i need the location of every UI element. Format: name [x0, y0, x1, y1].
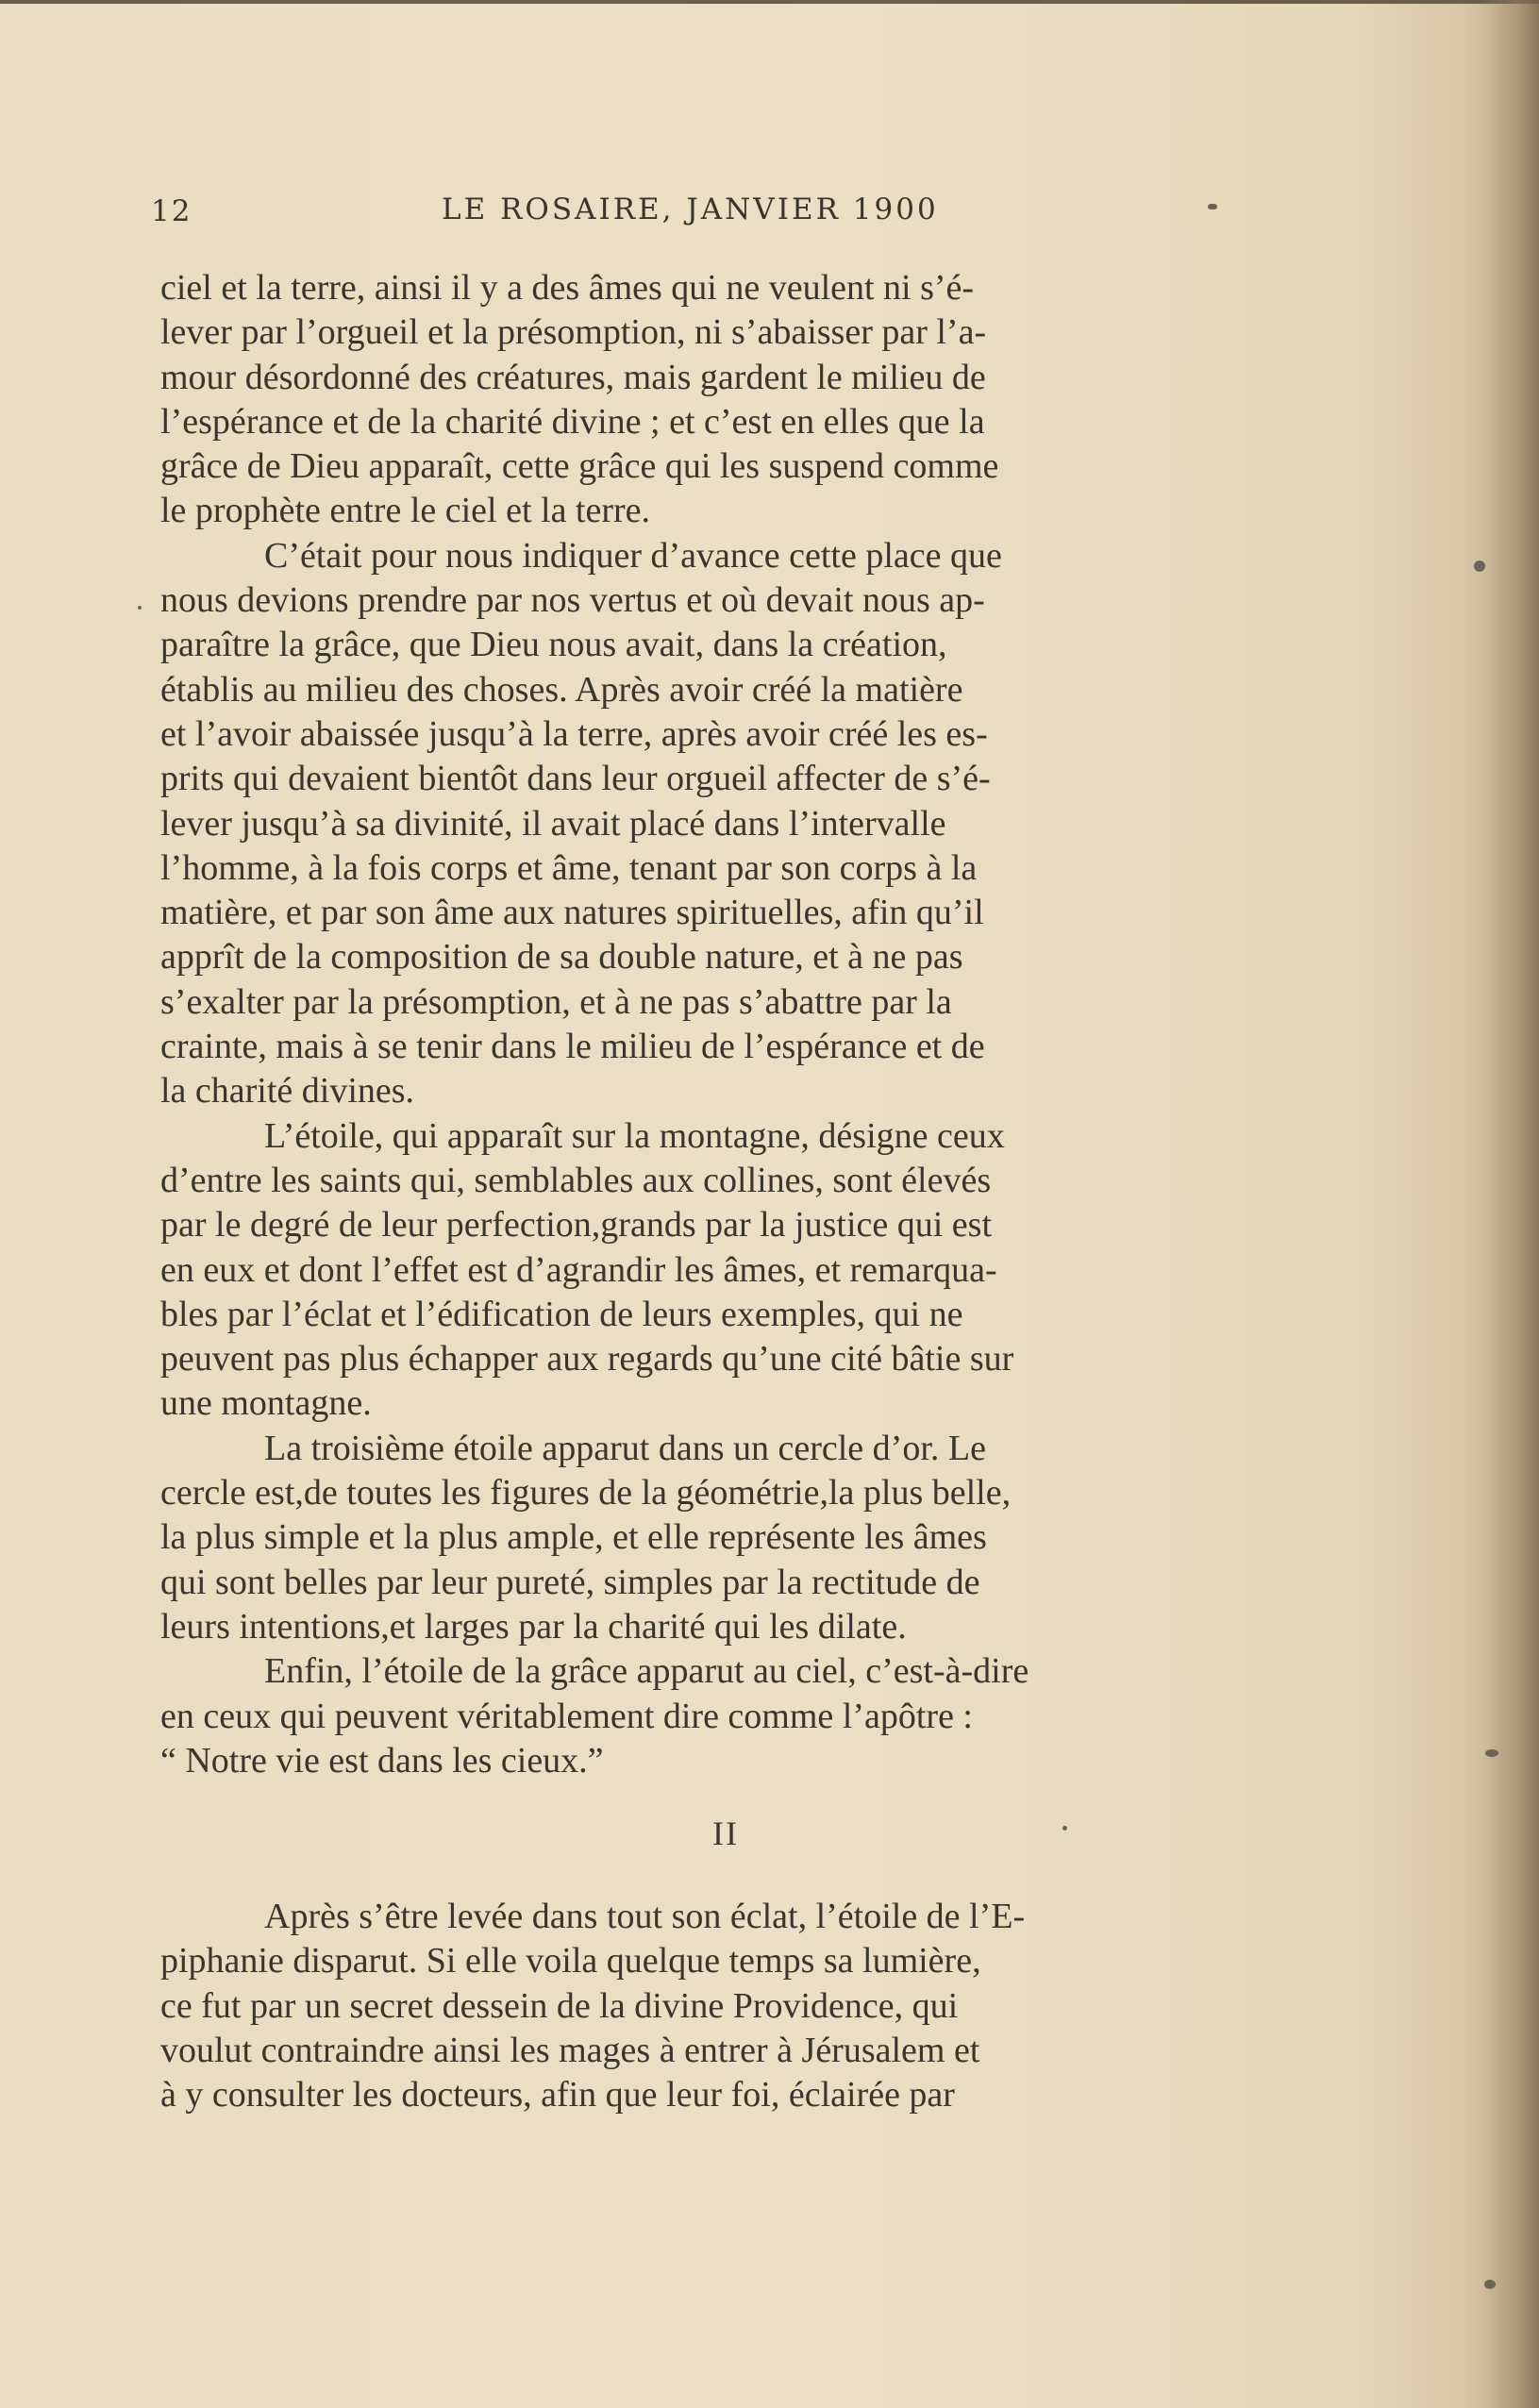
body-text [160, 266, 1274, 1783]
text-line: ce fut par un secret dessein de la divine Providence, qui [160, 1985, 959, 2026]
text-line: par le degré de leur perfection,grands par la justice qui est [160, 1205, 993, 1246]
text-line: piphanie disparut. Si elle voila quelque temps sa lumière, [160, 1941, 981, 1982]
text-line: lever jusqu’à sa divinité, il avait placé dans l’intervalle [160, 803, 946, 844]
paragraph-5 [160, 1649, 1274, 1783]
text-line: qui sont belles par leur pureté, simples par la rectitude de [160, 1562, 980, 1602]
text-line: d’entre les saints qui, semblables aux collines, sont élevés [160, 1160, 992, 1200]
text-line: lever par l’orgueil et la présomption, ni s’abaisser par l’a- [160, 312, 987, 353]
text-line: l’espérance et de la charité divine ; et c’est en elles que la [160, 401, 985, 442]
text-line: prits qui devaient bientôt dans leur orgueil affecter de s’é- [160, 759, 991, 799]
text-line: peuvent pas plus échapper aux regards qu’une cité bâtie sur [160, 1339, 1014, 1380]
section-2-text [160, 1895, 1283, 2117]
text-line: Après s’être levée dans tout son éclat, l’étoile de l’E- [264, 1897, 1026, 1936]
text-line: en ceux qui peuvent véritablement dire comme l’apôtre : [160, 1696, 973, 1736]
text-line: voulut contraindre ainsi les mages à entrer à Jérusalem et [160, 2030, 980, 2070]
text-line: nous devions prendre par nos vertus et où devait nous ap- [160, 580, 985, 621]
text-line: s’exalter par la présomption, et à ne pas s’abattre par la [160, 981, 952, 1022]
text-line: la plus simple et la plus ample, et elle représente les âmes [160, 1517, 987, 1558]
ink-speck [1062, 1826, 1067, 1831]
text-line: Enfin, l’étoile de la grâce apparut au ciel, c’est-à-dire [264, 1651, 1029, 1692]
ink-speck [1474, 560, 1485, 572]
text-line: en eux et dont l’effet est d’agrandir les âmes, et remarqua- [160, 1249, 997, 1290]
paragraph-4 [160, 1427, 1274, 1649]
page-top-border [0, 0, 1539, 4]
ink-speck [1485, 1749, 1498, 1757]
text-line: à y consulter les docteurs, afin que leur foi, éclairée par [160, 2075, 955, 2115]
section-2-paragraph [160, 1895, 1283, 2117]
text-line: apprît de la composition de sa double nature, et à ne pas [160, 937, 963, 978]
text-line: la charité divines. [160, 1071, 415, 1112]
text-line: ciel et la terre, ainsi il y a des âmes qui ne veulent ni s’é- [160, 268, 975, 308]
text-line: paraître la grâce, que Dieu nous avait, dans la création, [160, 625, 947, 665]
paragraph-1 [160, 266, 1274, 534]
page-edge-shadow [1482, 0, 1539, 2408]
text-line: matière, et par son âme aux natures spirituelles, afin qu’il [160, 893, 984, 933]
ink-speck [1208, 204, 1217, 209]
text-line: leurs intentions,et larges par la charité qui les dilate. [160, 1606, 907, 1647]
text-line: grâce de Dieu apparaît, cette grâce qui les suspend comme [160, 446, 999, 487]
text-line: une montagne. [160, 1383, 372, 1424]
text-line: bles par l’éclat et l’édification de leurs exemples, qui ne [160, 1294, 963, 1334]
running-title: LE ROSAIRE, JANVIER 1900 [442, 192, 939, 226]
ink-speck [138, 606, 142, 610]
paragraph-2 [160, 534, 1274, 1114]
text-line: cercle est,de toutes les figures de la géométrie,la plus belle, [160, 1473, 1012, 1513]
page-header [151, 194, 1283, 242]
text-line: et l’avoir abaissée jusqu’à la terre, après avoir créé les es- [160, 713, 988, 754]
ink-speck [1484, 2280, 1496, 2289]
section-number: II [712, 1814, 739, 1852]
text-line: mour désordonné des créatures, mais gardent le milieu de [160, 357, 986, 397]
text-line: C’était pour nous indiquer d’avance cette place que [264, 535, 1002, 576]
text-line: l’homme, à la fois corps et âme, tenant par son corps à la [160, 847, 978, 888]
text-line: La troisième étoile apparut dans un cercle d’or. Le [264, 1428, 986, 1468]
text-line: crainte, mais à se tenir dans le milieu de l’espérance et de [160, 1027, 985, 1067]
text-line: “ Notre vie est dans les cieux.” [160, 1740, 604, 1781]
text-line: le prophète entre le ciel et la terre. [160, 491, 651, 531]
text-line: établis au milieu des choses. Après avoir créé la matière [160, 669, 963, 710]
text-line: L’étoile, qui apparaît sur la montagne, désigne ceux [264, 1115, 1005, 1156]
page-number: 12 [151, 194, 192, 228]
paragraph-3 [160, 1114, 1274, 1427]
